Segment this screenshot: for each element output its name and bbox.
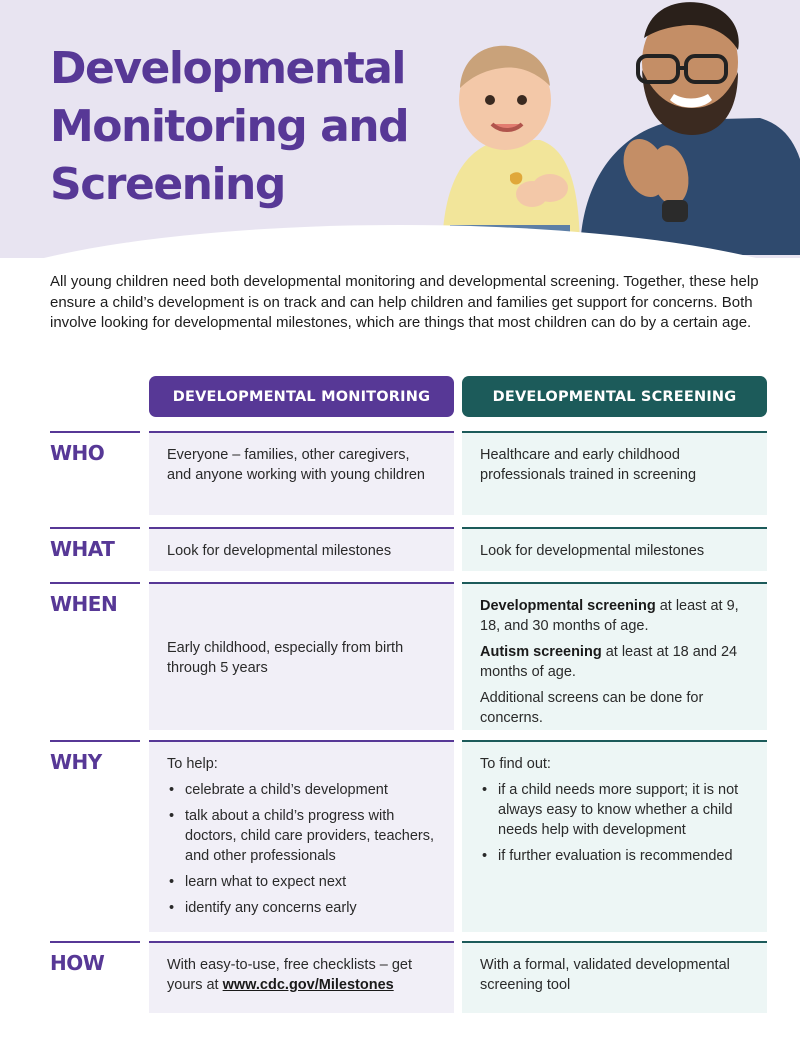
- list-item: • if further evaluation is recommended: [480, 846, 749, 866]
- hero-banner: [0, 0, 800, 258]
- when-screening-additional: Additional screens can be done for concerns.: [480, 690, 704, 726]
- row-label-why: WHY: [50, 740, 140, 774]
- baby-figure: [442, 46, 580, 255]
- hero-photo: [430, 0, 800, 255]
- row-label-who: WHO: [50, 431, 140, 465]
- why-screening-list: [480, 780, 749, 866]
- who-monitoring-cell: Everyone – families, other caregivers, and anyone working with young children: [149, 431, 454, 515]
- what-screening-cell: Look for developmental milestones: [462, 527, 767, 571]
- why-screening-cell: To find out: • if a child needs more support; it is not always easy to know whether a child needs help with development • if further evaluation is recommended: [462, 740, 767, 932]
- list-item: • identify any concerns early: [167, 898, 436, 918]
- when-monitoring-cell: Early childhood, especially from birth through 5 years: [149, 582, 454, 730]
- what-monitoring-cell: Look for developmental milestones: [149, 527, 454, 571]
- list-item: • talk about a child’s progress with doctors, child care providers, teachers, and other professionals: [167, 806, 436, 866]
- man-figure: [580, 2, 800, 255]
- row-label-when: WHEN: [50, 582, 140, 616]
- row-label-what: WHAT: [50, 527, 140, 561]
- why-monitoring-list: [167, 780, 436, 918]
- milestones-link[interactable]: www.cdc.gov/Milestones: [222, 977, 394, 993]
- intro-paragraph: All young children need both developmental monitoring and developmental screening. Together, these help ensure a child’s development is on track and can help children and families get support for concerns. Both involve looking for developmental milestones, which are things that most children can do by a certain age.: [50, 273, 759, 331]
- when-screening-developmental: Developmental screening at least at 9, 18, and 30 months of age.: [480, 598, 739, 634]
- row-label-how: HOW: [50, 941, 140, 975]
- column-header-screening: DEVELOPMENTAL SCREENING: [462, 376, 767, 417]
- when-screening-cell: [462, 582, 767, 730]
- how-screening-cell: With a formal, validated developmental screening tool: [462, 941, 767, 1013]
- list-item: • celebrate a child’s development: [167, 780, 436, 800]
- page-title: Developmental Monitoring and Screening: [50, 43, 409, 210]
- why-monitoring-cell: To help: • celebrate a child’s development • talk about a child’s progress with doctors, child care providers, teachers, and other professionals • learn what to expect next • identify any concerns early: [149, 740, 454, 932]
- list-item: • learn what to expect next: [167, 872, 436, 892]
- column-header-monitoring: DEVELOPMENTAL MONITORING: [149, 376, 454, 417]
- list-item: • if a child needs more support; it is not always easy to know whether a child needs help with development: [480, 780, 749, 840]
- how-monitoring-cell: With easy-to-use, free checklists – get yours at www.cdc.gov/Milestones: [149, 941, 454, 1013]
- who-screening-cell: Healthcare and early childhood professionals trained in screening: [462, 431, 767, 515]
- when-screening-autism: Autism screening at least at 18 and 24 months of age.: [480, 644, 738, 680]
